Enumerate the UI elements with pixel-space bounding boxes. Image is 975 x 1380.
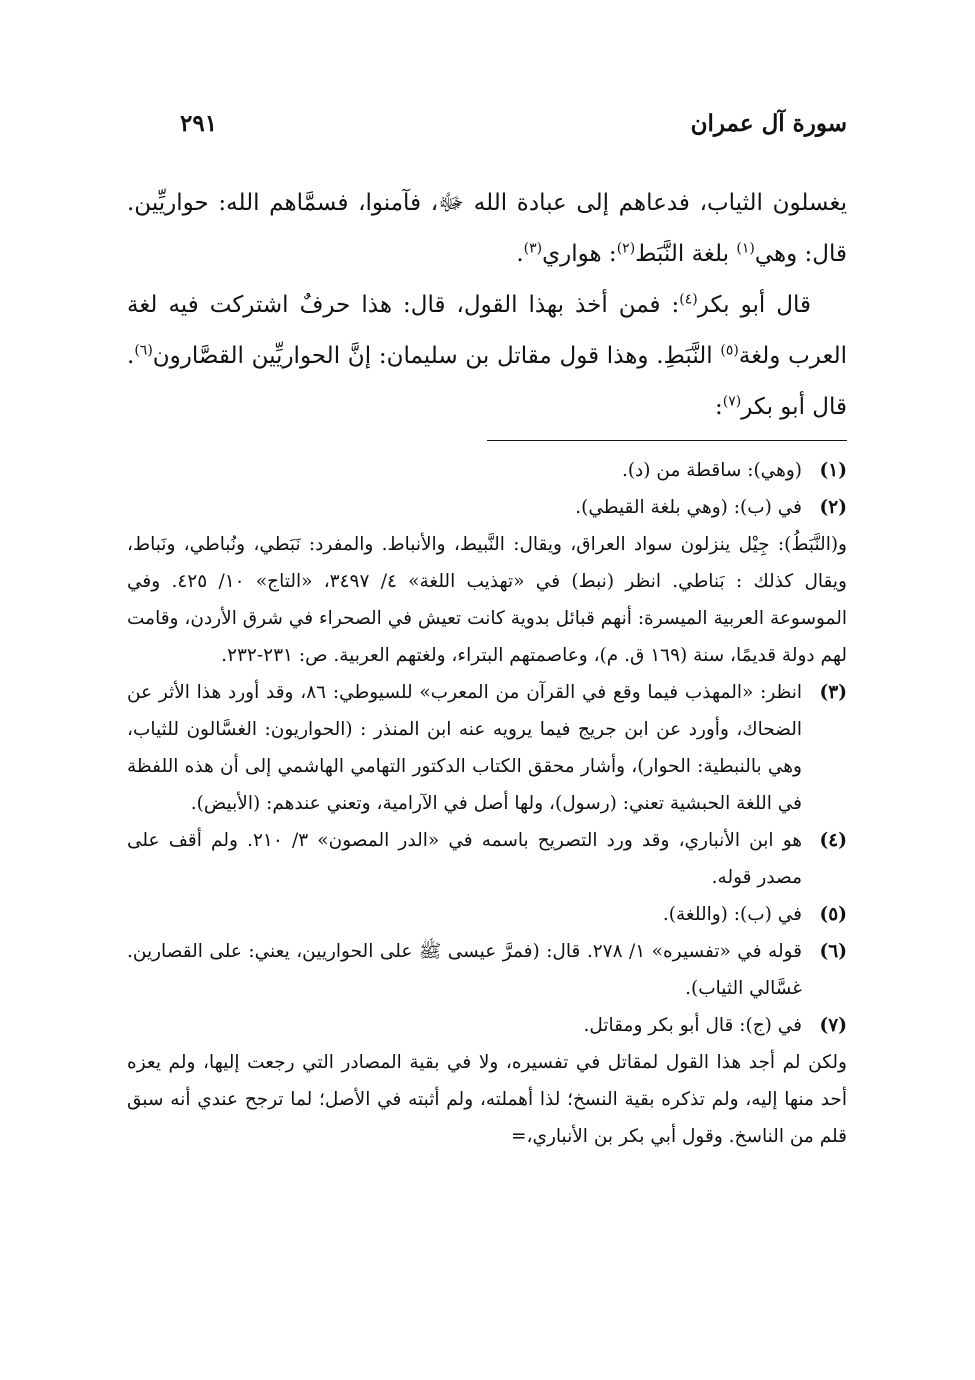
footnote-6 <box>127 933 847 1007</box>
footnote-number: (٣) <box>819 682 847 703</box>
footnote-text: في (ب): (وهي بلغة القيطي). <box>575 497 802 518</box>
footnote-marker-3[interactable]: (٣) <box>523 240 543 257</box>
footnote-3 <box>127 674 847 822</box>
footnote-marker-2[interactable]: (٢) <box>616 240 636 257</box>
footnote-text: في (ج): قال أبو بكر ومقاتل. <box>583 1015 802 1036</box>
footnote-7 <box>127 1007 847 1155</box>
main-text <box>127 178 847 433</box>
footnote-number: (٧) <box>819 1015 847 1036</box>
footnote-text: (وهي): ساقطة من (د). <box>621 460 802 481</box>
footnote-text: قوله في «تفسيره» ١/ ٢٧٨. قال: (فمرَّ عيسى ﷺ على الحواريين، يعني: على القصارين. غسَّالي الثياب). <box>127 941 802 999</box>
footnote-2 <box>127 489 847 674</box>
footnote-marker-7[interactable]: (٧) <box>722 393 742 410</box>
running-header <box>180 110 847 146</box>
footnote-1 <box>127 452 847 489</box>
surah-title: سورة آل عمران <box>690 110 847 137</box>
footnote-continuation: و(النَّبَطُ): جِيْل ينزلون سواد العراق، ويقال: النَّبيط، والأنباط. والمفرد: نَبَطي، ونُباطي، ونَباط، ويقال كذلك : بَناطي. انظر (نبط) في «تهذيب اللغة» ٤/ ٣٤٩٧، «التاج» ١٠/ ٤٢٥. وفي الموسوعة العربية الميسرة: أنهم قبائل بدوية كانت تعيش في الصحراء في شرق الأردن، وقامت لهم دولة قديمًا، سنة (١٦٩ ق. م)، وعاصمتهم البتراء، ولغتهم العربية. ص: ٢٣١-٢٣٢. <box>127 534 847 666</box>
footnote-separator <box>487 440 847 441</box>
footnote-marker-6[interactable]: (٦) <box>134 342 153 359</box>
footnote-text: في (ب): (واللغة). <box>662 904 802 925</box>
footnote-marker-5[interactable]: (٥) <box>720 342 739 359</box>
footnote-marker-1[interactable]: (١) <box>736 240 755 257</box>
footnote-number: (٥) <box>819 904 847 925</box>
page-number: ٢٩١ <box>180 110 218 137</box>
footnote-4 <box>127 822 847 896</box>
main-paragraph-2: قال أبو بكر$^{(٤)}$: فمن أخذ بهذا القول، قال: هذا حرفٌ اشتركت فيه لغة العرب ولغة$^{(٥)}$ النَّبَطِ. وهذا قول مقاتل بن سليمان: إنَّ الحواريِّين القصَّارون$^{(٦)}$. قال أبو بكر$^{(٧)}$: <box>127 291 847 420</box>
footnote-continuation: ولكن لم أجد هذا القول لمقاتل في تفسيره، ولا في بقية المصادر التي رجعت إليها، ولم يعزه أحد منها إليه، ولم تذكره بقية النسخ؛ لذا أهملته، ولم أثبته في الأصل؛ لما ترجح عندي أنه سبق قلم من الناسخ. وقول أبي بكر بن الأنباري،= <box>127 1052 847 1147</box>
footnote-number: (١) <box>819 460 847 481</box>
footnote-5 <box>127 896 847 933</box>
footnote-text: انظر: «المهذب فيما وقع في القرآن من المعرب» للسيوطي: ٨٦، وقد أورد هذا الأثر عن الضحاك، وأورد عن ابن جريج فيما يرويه عنه ابن المنذر : (الحواريون: الغسَّالون للثياب، وهي بالنبطية: الحوار)، وأشار محقق الكتاب الدكتور التهامي الهاشمي إلى أن هذه اللفظة في اللغة الحبشية تعني: (رسول)، ولها أصل في الآرامية، وتعني عندهم: (الأبيض). <box>127 682 802 814</box>
footnote-number: (٤) <box>819 830 847 851</box>
footnote-text: هو ابن الأنباري، وقد ورد التصريح باسمه في «الدر المصون» ٣/ ٢١٠. ولم أقف على مصدر قوله. <box>127 830 803 888</box>
main-paragraph-1: يغسلون الثياب، فدعاهم إلى عبادة الله ﷻ، فآمنوا، فسمَّاهم الله: حواريِّين. قال: وهي$^{(١)}$ بلغة النَّبَط$^{(٢)}$: هواري$^{(٣)}$. <box>127 190 847 267</box>
footnote-number: (٦) <box>819 941 847 962</box>
footnote-number: (٢) <box>819 497 847 518</box>
footnote-marker-4[interactable]: (٤) <box>679 291 698 308</box>
footnotes <box>127 452 847 1155</box>
